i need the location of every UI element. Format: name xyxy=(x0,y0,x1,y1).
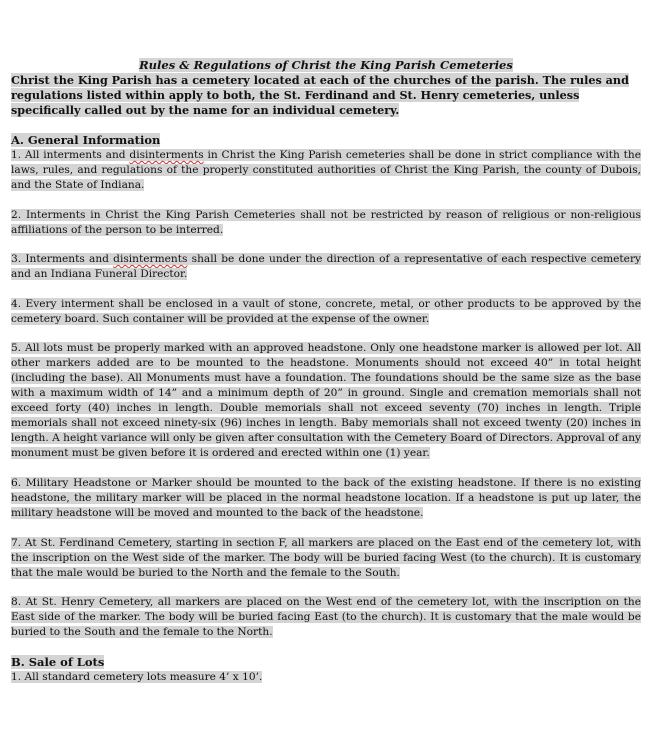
rule-a4 xyxy=(11,297,641,327)
section-a-heading-text: A. General Information xyxy=(11,133,161,147)
rule-a3-after: shall be done under the direction of a representative of each respective cemetery and an Indiana Funeral Director. xyxy=(11,253,641,281)
rule-a5 xyxy=(11,341,641,461)
rule-a1-after: in Christ the King Parish cemeteries shall be done in strict compliance with the laws, rules, and regulations of the properly constituted authorities of Christ the King Parish, the county of Dubois, and the State of Indiana. xyxy=(11,149,641,191)
section-a-heading xyxy=(11,133,641,148)
rule-a1-text xyxy=(11,149,641,191)
rule-a1 xyxy=(11,148,641,193)
rule-a8-text: 8. At St. Henry Cemetery, all markers are placed on the West end of the cemetery lot, with the inscription on the East side of the marker. The body will be buried facing East (to the church). It is customary that the male would be buried to the South and the female to the North. xyxy=(11,596,641,639)
spellcheck-flagged-word[interactable]: disinterments xyxy=(129,149,204,161)
rule-a8 xyxy=(11,595,641,640)
rule-a5-text: 5. All lots must be properly marked with an approved headstone. Only one headstone marker is allowed per lot. All other markers added are to be mounted to the headstone. Monuments should not exceed 40” in total height (including the base). All Monuments must have a foundation. The foundations should be the same size as the base with a maximum width of 14” and a minimum depth of 20” in ground. Single and cremation memorials shall not exceed forty (40) inches in length. Double memorials shall not exceed seventy (70) inches in length. Triple memorials shall not exceed ninety-six (96) inches in length. Baby memorials shall not exceed twenty (20) inches in length. A height variance will only be given after consultation with the Cemetery Board of Directors. Approval of any monument must be given before it is ordered and erected within one (1) year. xyxy=(11,342,641,460)
document-title xyxy=(11,58,641,73)
rule-a6 xyxy=(11,476,641,521)
document-title-text: Rules & Regulations of Christ the King Parish Cemeteries xyxy=(139,58,513,72)
rule-a4-text: 4. Every interment shall be enclosed in a vault of stone, concrete, metal, or other products to be approved by the cemetery board. Such container will be provided at the expense of the owner. xyxy=(11,297,641,325)
intro-text: Christ the King Parish has a cemetery located at each of the churches of the parish. The rules and regulations listed within apply to both, the St. Ferdinand and St. Henry cemeteries, unless specifically called out by the name for an individual cemetery. xyxy=(11,73,629,117)
rule-a7-text: 7. At St. Ferdinand Cemetery, starting in section F, all markers are placed on the East end of the cemetery lot, with the inscription on the West side of the marker. The body will be buried facing West (to the church). It is customary that the male would be buried to the North and the female to the South. xyxy=(11,536,641,579)
rule-a3-before: 3. Interments and xyxy=(11,253,114,266)
rule-a7 xyxy=(11,536,641,581)
spellcheck-flagged-word[interactable]: disinterments xyxy=(113,253,188,266)
section-b-heading-text: B. Sale of Lots xyxy=(11,654,105,669)
rule-b1-text: 1. All standard cemetery lots measure 4’ x 10’. xyxy=(11,670,263,683)
document-page xyxy=(11,58,641,685)
section-b-heading xyxy=(11,655,641,670)
rule-a3-text xyxy=(11,253,641,280)
rule-b1 xyxy=(11,670,641,685)
rule-a6-text: 6. Military Headstone or Marker should be mounted to the back of the existing headstone. If there is no existing headstone, the military marker will be placed in the normal headstone location. If a headstone is put up later, the military headstone will be moved and mounted to the back of the headstone. xyxy=(11,476,641,519)
rule-a3 xyxy=(11,252,641,282)
rule-a2 xyxy=(11,208,641,238)
rule-a2-text: 2. Interments in Christ the King Parish Cemeteries shall not be restricted by reason of religious or non-religious affiliations of the person to be interred. xyxy=(11,208,641,236)
rule-a1-before: 1. All interments and xyxy=(11,149,130,161)
intro-paragraph xyxy=(11,73,641,118)
